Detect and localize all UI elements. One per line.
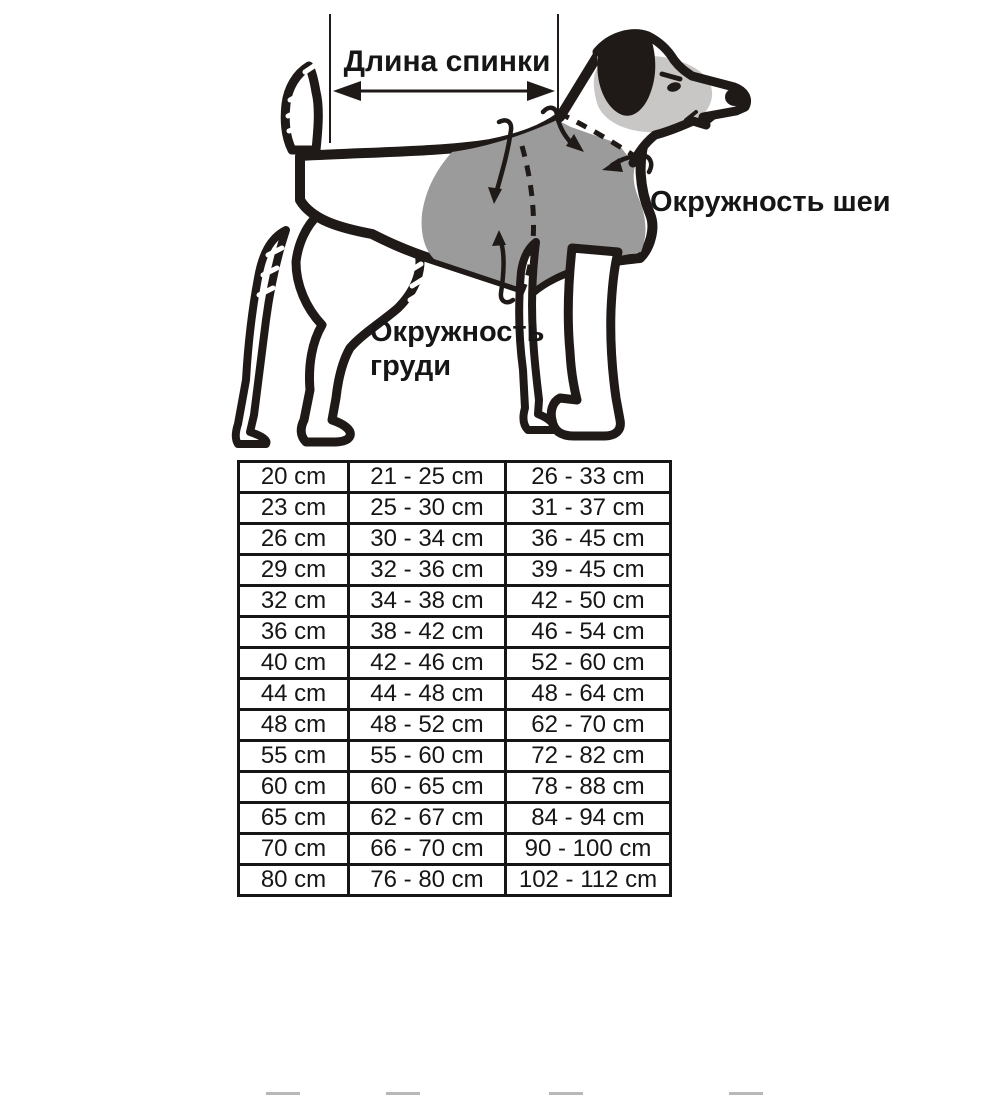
table-row: [239, 524, 671, 555]
bottom-cutoff-dash: [266, 1092, 300, 1095]
table-cell: 34 - 38 cm: [349, 586, 506, 617]
table-cell: 26 - 33 cm: [506, 462, 671, 493]
back-length-arrowhead-right-icon: [527, 81, 555, 101]
table-cell: 39 - 45 cm: [506, 555, 671, 586]
table-cell: 23 cm: [239, 493, 349, 524]
table-cell: 90 - 100 cm: [506, 834, 671, 865]
back-length-label: Длина спинки: [343, 45, 551, 78]
table-cell: 46 - 54 cm: [506, 617, 671, 648]
bottom-cutoff-dash: [729, 1092, 763, 1095]
table-cell: 26 cm: [239, 524, 349, 555]
table-cell: 36 - 45 cm: [506, 524, 671, 555]
table-cell: 80 cm: [239, 865, 349, 896]
table-cell: 32 - 36 cm: [349, 555, 506, 586]
dog-illustration: [236, 34, 747, 444]
table-cell: 60 cm: [239, 772, 349, 803]
table-cell: 48 - 64 cm: [506, 679, 671, 710]
table-cell: 60 - 65 cm: [349, 772, 506, 803]
table-row: [239, 493, 671, 524]
table-cell: 44 cm: [239, 679, 349, 710]
table-row: [239, 617, 671, 648]
table-cell: 30 - 34 cm: [349, 524, 506, 555]
table-cell: 21 - 25 cm: [349, 462, 506, 493]
table-row: [239, 834, 671, 865]
table-cell: 72 - 82 cm: [506, 741, 671, 772]
table-cell: 84 - 94 cm: [506, 803, 671, 834]
table-row: [239, 710, 671, 741]
table-cell: 48 - 52 cm: [349, 710, 506, 741]
back-length-arrowhead-left-icon: [333, 81, 361, 101]
table-cell: 78 - 88 cm: [506, 772, 671, 803]
table-cell: 40 cm: [239, 648, 349, 679]
table-cell: 66 - 70 cm: [349, 834, 506, 865]
table-cell: 42 - 46 cm: [349, 648, 506, 679]
size-table-body: [239, 462, 671, 896]
size-table: [237, 460, 672, 897]
table-row: [239, 679, 671, 710]
table-cell: 76 - 80 cm: [349, 865, 506, 896]
chest-circumference-label-line2: груди: [370, 350, 452, 382]
table-cell: 31 - 37 cm: [506, 493, 671, 524]
dog-measurement-diagram: [0, 0, 1000, 460]
bottom-cutoff-dash: [549, 1092, 583, 1095]
table-cell: 44 - 48 cm: [349, 679, 506, 710]
table-cell: 70 cm: [239, 834, 349, 865]
table-cell: 55 cm: [239, 741, 349, 772]
table-cell: 62 - 70 cm: [506, 710, 671, 741]
table-cell: 52 - 60 cm: [506, 648, 671, 679]
table-row: [239, 586, 671, 617]
table-cell: 29 cm: [239, 555, 349, 586]
chest-circumference-label-line1: Окружность: [370, 316, 545, 348]
table-cell: 65 cm: [239, 803, 349, 834]
table-cell: 32 cm: [239, 586, 349, 617]
table-cell: 102 - 112 cm: [506, 865, 671, 896]
table-row: [239, 803, 671, 834]
table-row: [239, 555, 671, 586]
table-cell: 38 - 42 cm: [349, 617, 506, 648]
table-cell: 55 - 60 cm: [349, 741, 506, 772]
table-cell: 25 - 30 cm: [349, 493, 506, 524]
table-cell: 20 cm: [239, 462, 349, 493]
table-row: [239, 772, 671, 803]
table-cell: 62 - 67 cm: [349, 803, 506, 834]
table-row: [239, 865, 671, 896]
table-cell: 42 - 50 cm: [506, 586, 671, 617]
bottom-cutoff-dash: [386, 1092, 420, 1095]
dog-rear-leg-far: [236, 230, 286, 444]
neck-circumference-label: Окружность шеи: [650, 186, 891, 218]
table-row: [239, 648, 671, 679]
table-row: [239, 741, 671, 772]
table-row: [239, 462, 671, 493]
nose: [725, 88, 745, 106]
table-cell: 36 cm: [239, 617, 349, 648]
table-cell: 48 cm: [239, 710, 349, 741]
